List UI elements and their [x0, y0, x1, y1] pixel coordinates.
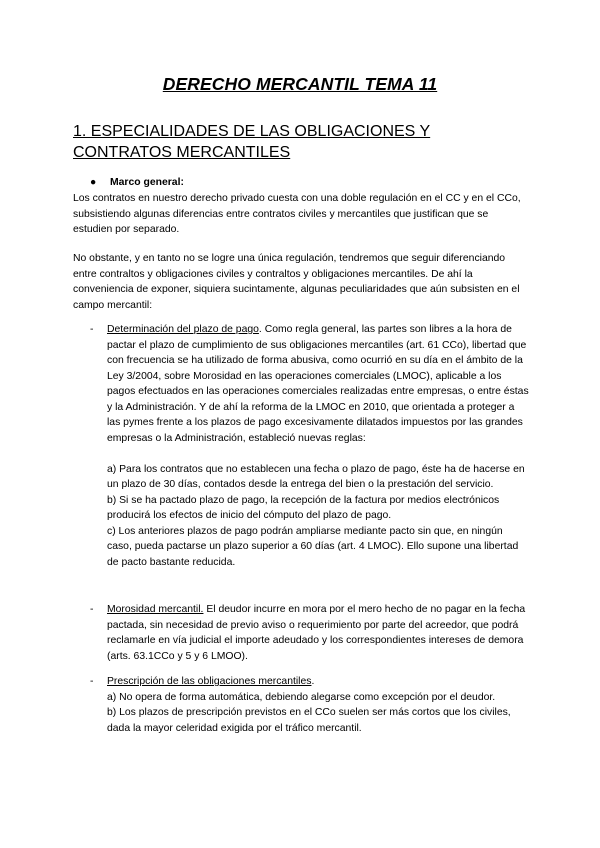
sub-item: b) Los plazos de prescripción previstos en el CCo suelen ser más cortos que los civiles, dada la mayor celeridad exigida por el tráfico mercantil.: [107, 707, 511, 734]
bullet-heading-text: Marco general:: [110, 177, 184, 188]
list-item: [90, 322, 530, 570]
item-text: . Como regla general, las partes son libres a la hora de pactar el plazo de cumplimiento de sus obligaciones mercantiles (art. 61 CCo), libertad que con frecuencia se ha utilizado de forma abusiva, como ocurrió en su día en el ámbito de la Ley 3/2004, sobre Morosidad en las operaciones comerciales (LMOC), aplicable a los pagos efectuados en las operaciones comerciales realizadas entre empresas, o entre éstas y la Administración. Y de ahí la reforma de la LMOC en 2010, que orientada a proteger a las pymes frente a los plazos de pago excesivamente dilatados impuestos por las grandes empresas o la Administración, estableció nuevas reglas:: [107, 324, 529, 444]
dash-icon: -: [90, 324, 94, 335]
item-label: Morosidad mercantil.: [107, 604, 204, 615]
dash-icon: -: [90, 676, 94, 687]
sub-item: a) No opera de forma automática, debiendo alegarse como excepción por el deudor.: [107, 691, 496, 703]
item-text: El deudor incurre en mora por el mero hecho de no pagar en la fecha pactada, sin necesidad de previo aviso o requerimiento por parte del acreedor, que podrá reclamarle en vía judicial el importe adeudado y los correspondientes intereses de demora (arts. 63.1CCo y 5 y 6 LMOO).: [107, 604, 526, 662]
sub-item: c) Los anteriores plazos de pago podrán ampliarse mediante pacto sin que, en ningún caso, pueda pactarse un plazo superior a 60 días (art. 4 LMOC). Ello supone una libertad de pacto bastante reducida.: [107, 525, 519, 568]
paragraph: Los contratos en nuestro derecho privado cuesta con una doble regulación en el CC y en el CCo, subsistiendo algunas diferencias entre contratos civiles y mercantiles que justifican que se estudien por separado.: [73, 193, 521, 235]
item-label: Prescripción de las obligaciones mercantiles: [107, 676, 312, 687]
dash-icon: -: [90, 604, 94, 615]
document-title: DERECHO MERCANTIL TEMA 11: [162, 74, 438, 94]
item-label: Determinación del plazo de pago: [107, 324, 259, 335]
item-text: .: [311, 676, 315, 687]
paragraph: No obstante, y en tanto no se logre una única regulación, tendremos que seguir diferenciando entre contraltos y obligaciones civiles y contraltos y obligaciones mercantiles. De ahí la conveniencia de exponer, siquiera sucintamente, algunas peculiaridades que aún subsisten en el campo mercantil:: [73, 253, 520, 311]
sub-item: a) Para los contratos que no establecen una fecha o plazo de pago, éste ha de hacerse en un plazo de 30 días, contados desde la entrega del bien o la prestación del servicio.: [107, 463, 525, 490]
list-item: [90, 602, 530, 664]
sub-item: b) Si se ha pactado plazo de pago, la recepción de la factura por medios electrónicos producirá los efectos de inicio del cómputo del plazo de pago.: [107, 494, 500, 521]
bullet-heading: [90, 177, 184, 188]
bullet-icon: ●: [90, 177, 97, 188]
section-heading: 1. ESPECIALIDADES DE LAS OBLIGACIONES Y CONTRATOS MERCANTILES: [73, 123, 431, 161]
list-item: [90, 674, 530, 736]
